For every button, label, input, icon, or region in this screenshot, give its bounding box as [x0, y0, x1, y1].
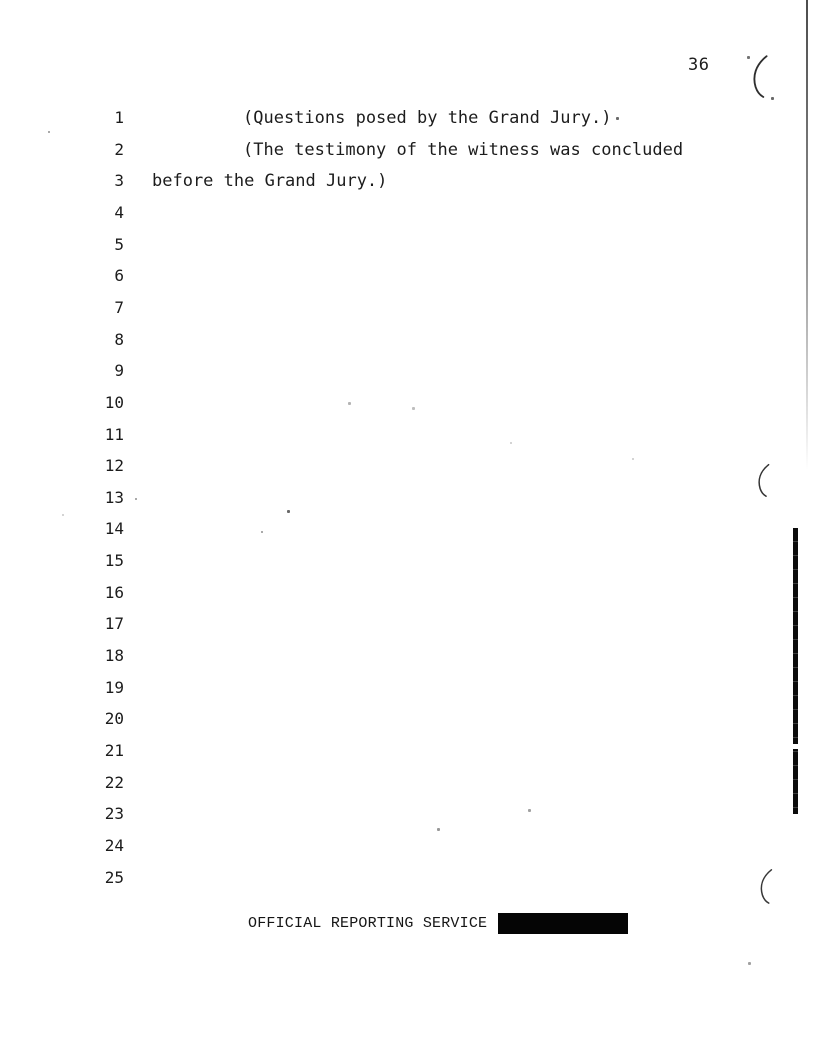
- scan-speck: [412, 407, 415, 410]
- line-text: [124, 425, 152, 445]
- line-text: [124, 203, 152, 223]
- footer-label: OFFICIAL REPORTING SERVICE: [248, 915, 488, 932]
- line-number: 17: [104, 614, 124, 634]
- line-text: [124, 393, 152, 413]
- line-number: 19: [104, 677, 124, 697]
- transcript-line: [0, 577, 816, 609]
- line-text: [124, 804, 152, 824]
- transcript-line: [0, 229, 816, 261]
- transcript-line: [0, 513, 816, 545]
- line-number: 13: [104, 487, 124, 507]
- transcript-line: [0, 672, 816, 704]
- line-text: [124, 836, 152, 856]
- line-number: 3: [114, 171, 124, 191]
- scan-speck: [287, 510, 290, 513]
- line-number: 12: [104, 456, 124, 476]
- line-number: 16: [104, 582, 124, 602]
- scan-speck: [632, 458, 634, 460]
- scan-speck: [528, 809, 531, 812]
- line-text: [124, 614, 152, 634]
- transcript-line: [0, 324, 816, 356]
- line-text: [124, 361, 152, 381]
- line-number: 10: [104, 392, 124, 412]
- handwritten-paren-mark: [755, 462, 772, 498]
- line-text: [124, 551, 152, 571]
- transcript-line: [0, 482, 816, 514]
- line-text: [124, 583, 152, 603]
- line-text: [124, 678, 152, 698]
- transcript-line: [0, 260, 816, 292]
- line-number: 15: [104, 551, 124, 571]
- line-number: 24: [104, 835, 124, 855]
- scan-speck: [48, 131, 50, 133]
- transcript-line: [0, 767, 816, 799]
- line-text: [124, 709, 152, 729]
- transcript-line: [0, 862, 816, 894]
- handwritten-paren-mark: [748, 54, 772, 98]
- line-number: 8: [114, 329, 124, 349]
- line-text: [124, 330, 152, 350]
- line-number: 11: [104, 424, 124, 444]
- transcript-line: [0, 608, 816, 640]
- line-text: (Questions posed by the Grand Jury.): [243, 108, 612, 128]
- line-number: 25: [104, 867, 124, 887]
- transcript-line: [0, 134, 816, 166]
- line-number: 1: [114, 108, 124, 127]
- scan-speck: [135, 498, 137, 500]
- line-text: [124, 266, 152, 286]
- scan-edge-artifact: [806, 0, 808, 470]
- scan-speck: [747, 56, 750, 59]
- line-text: [124, 456, 152, 476]
- line-number: 21: [104, 741, 124, 760]
- line-text: (The testimony of the witness was concluded: [243, 139, 684, 160]
- scan-speck: [616, 117, 619, 120]
- line-text: [124, 646, 152, 666]
- line-number: 23: [104, 804, 124, 824]
- line-text: [124, 298, 152, 318]
- line-number: 6: [114, 266, 124, 286]
- transcript-line: [0, 355, 816, 387]
- handwritten-paren-mark: [757, 868, 775, 904]
- line-number: 14: [104, 519, 124, 539]
- line-text: [124, 519, 152, 539]
- scan-speck: [437, 828, 440, 831]
- line-number: 7: [114, 297, 124, 317]
- transcript-line: [0, 640, 816, 672]
- scan-speck: [771, 97, 774, 100]
- line-number: 22: [104, 772, 124, 792]
- line-text: [124, 741, 152, 761]
- line-text: before the Grand Jury.): [152, 171, 388, 192]
- line-text: [124, 868, 152, 888]
- transcript-line: [0, 830, 816, 862]
- transcript-line: [0, 798, 816, 830]
- line-number: 18: [104, 646, 124, 666]
- transcript-line: [0, 703, 816, 735]
- page-number: 36: [688, 55, 710, 75]
- scan-speck: [748, 962, 751, 965]
- transcript-line: [0, 165, 816, 197]
- transcript-line: [0, 197, 816, 229]
- scan-speck: [510, 442, 512, 444]
- transcript-line: [0, 450, 816, 482]
- transcript-line: [0, 102, 816, 134]
- line-number: 20: [104, 709, 124, 729]
- transcript-line: [0, 419, 816, 451]
- line-number: 2: [114, 139, 124, 159]
- transcript-line: [0, 292, 816, 324]
- line-text: [124, 235, 152, 255]
- transcript-line: [0, 387, 816, 419]
- transcript-line: [0, 735, 816, 767]
- line-number: 5: [114, 234, 124, 254]
- line-number: 4: [114, 202, 124, 222]
- redaction-box: [498, 913, 628, 934]
- line-text: [124, 488, 152, 508]
- line-text: [124, 773, 152, 793]
- vertical-ink-mark: [793, 528, 798, 814]
- scan-speck: [348, 402, 351, 405]
- footer: [0, 910, 816, 940]
- transcript-line: [0, 545, 816, 577]
- line-number: 9: [114, 361, 124, 381]
- scan-speck: [62, 514, 64, 516]
- scan-speck: [261, 531, 263, 533]
